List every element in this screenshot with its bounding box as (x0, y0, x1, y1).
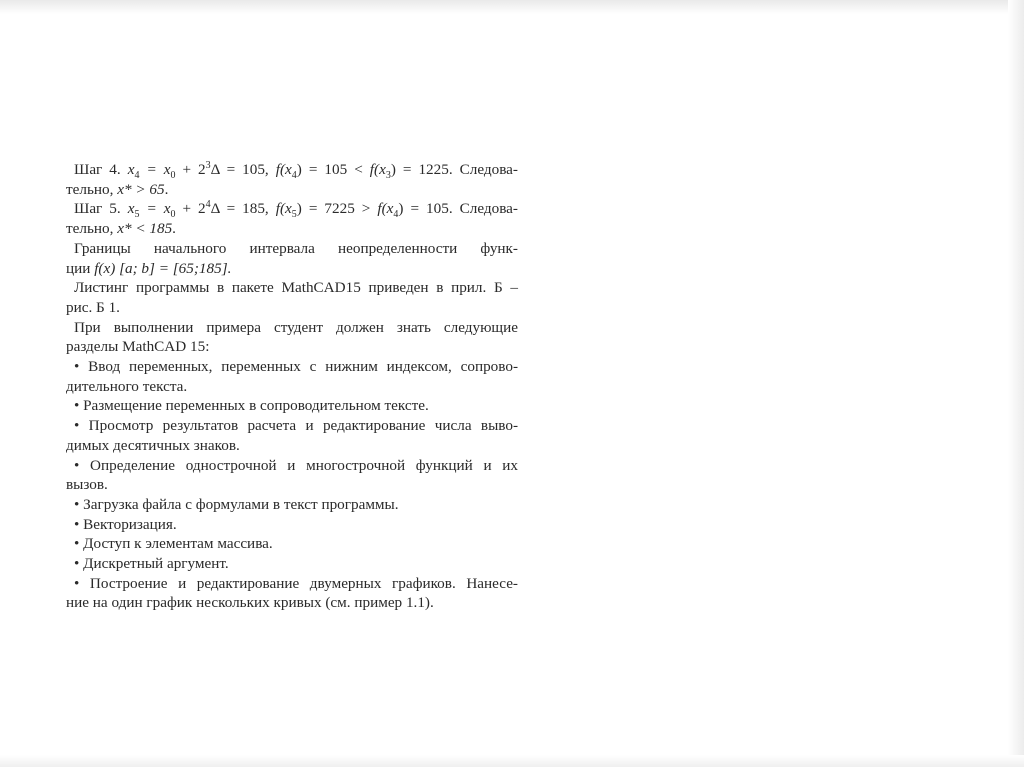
formula-subscript: 4 (291, 170, 297, 182)
bullet-item (66, 495, 518, 515)
interval-formula (66, 259, 518, 279)
bullet-item (66, 554, 518, 574)
interval-line: Границы начального интервала неопределенности функ- (74, 239, 518, 257)
formula-text: (x (279, 200, 292, 218)
formula-subscript: 0 (170, 170, 176, 182)
sections-line: разделы MathCAD 15: (66, 338, 210, 356)
step-4-line (66, 160, 518, 180)
step-4-paragraph (66, 160, 518, 199)
formula-text: ) = 1225. Следова- (390, 161, 518, 178)
formula-text: ) = 105. Следова- (398, 200, 518, 218)
formula-text: . (172, 220, 176, 238)
formula-subscript: 0 (170, 209, 176, 221)
formula-text: ) = 7225 > (296, 200, 378, 218)
formula-superscript: 4 (205, 199, 211, 211)
slide-shadow-top (0, 0, 1024, 14)
step-5-paragraph (66, 199, 518, 238)
bullet-item (66, 574, 518, 613)
bullet-item (66, 515, 518, 535)
step-4-label: Шаг 4. (74, 161, 128, 178)
formula-subscript: 3 (385, 170, 391, 182)
slide-shadow-bottom (0, 755, 1024, 767)
bullet-item (66, 416, 518, 455)
bullet-line: вызов. (66, 476, 108, 494)
bullet-item (66, 396, 518, 416)
formula-text: (x (381, 200, 394, 218)
bullet-line: димых десятичных знаков. (66, 436, 240, 454)
step-5-conclusion (66, 219, 518, 239)
step-5-label: Шаг 5. (74, 200, 128, 218)
bullet-line: • Размещение переменных в сопроводительном тексте. (74, 397, 429, 415)
bullet-line: • Ввод переменных, переменных с нижним индексом, сопрово- (74, 358, 518, 376)
formula-text: (x (374, 161, 386, 178)
formula-text: f(x) (94, 259, 116, 277)
bullet-line: • Загрузка файла с формулами в текст программы. (74, 495, 399, 513)
bullet-line: ние на один график нескольких кривых (см. пример 1.1). (66, 594, 434, 612)
formula-text: (x (279, 161, 292, 178)
bullet-item (66, 456, 518, 495)
interval-paragraph (66, 239, 518, 278)
bullet-line: • Построение и редактирование двумерных графиков. Нанесе- (74, 574, 518, 592)
sections-line: При выполнении примера студент должен знать следующие (74, 318, 518, 336)
bullet-item (66, 357, 518, 396)
bullet-line: • Дискретный аргумент. (74, 555, 229, 573)
listing-line: Листинг программы в пакете MathCAD15 приведен в прил. Б – (74, 279, 518, 297)
formula-text: f (377, 200, 382, 218)
listing-paragraph (66, 278, 518, 317)
bullet-line: дительного текста. (66, 377, 188, 395)
formula-text: x* > 65 (117, 180, 165, 198)
formula-text: = x (139, 200, 171, 218)
formula-text: x (127, 161, 135, 178)
bullet-line: • Векторизация. (74, 515, 177, 533)
slide-shadow-right (1008, 0, 1024, 767)
formula-text: [a; b] = [65;185]. (115, 259, 232, 277)
formula-subscript: 4 (393, 209, 399, 221)
document-page (66, 160, 518, 613)
formula-text: + 2 (175, 161, 206, 178)
formula-superscript: 3 (205, 159, 211, 171)
formula-text: x* < 185 (117, 220, 173, 238)
formula-text: f (275, 200, 280, 218)
formula-text: . (164, 180, 169, 198)
formula-subscript: 5 (134, 209, 140, 221)
formula-text: f (369, 161, 375, 178)
formula-text: Δ = 105, (210, 161, 276, 178)
formula-text: = x (139, 161, 171, 178)
sections-paragraph (66, 318, 518, 357)
formula-text: Δ = 185, (210, 200, 276, 218)
step-5-line (66, 199, 518, 219)
formula-text: f (275, 161, 280, 178)
formula-subscript: 5 (291, 209, 297, 221)
formula-subscript: 4 (134, 170, 140, 182)
formula-text: ) = 105 < (296, 161, 370, 178)
formula-text: ции (66, 259, 95, 277)
bullet-line: • Просмотр результатов расчета и редактирование числа выво- (74, 417, 518, 435)
bullet-line: • Определение однострочной и многострочной функций и их (74, 456, 518, 474)
step-4-conclusion (66, 180, 518, 200)
formula-text: тельно, (66, 220, 118, 238)
bullet-item (66, 534, 518, 554)
formula-text: тельно, (66, 180, 118, 198)
formula-text: x (127, 200, 135, 218)
formula-text: + 2 (175, 200, 206, 218)
listing-line: рис. Б 1. (66, 298, 120, 316)
bullet-line: • Доступ к элементам массива. (74, 535, 273, 553)
